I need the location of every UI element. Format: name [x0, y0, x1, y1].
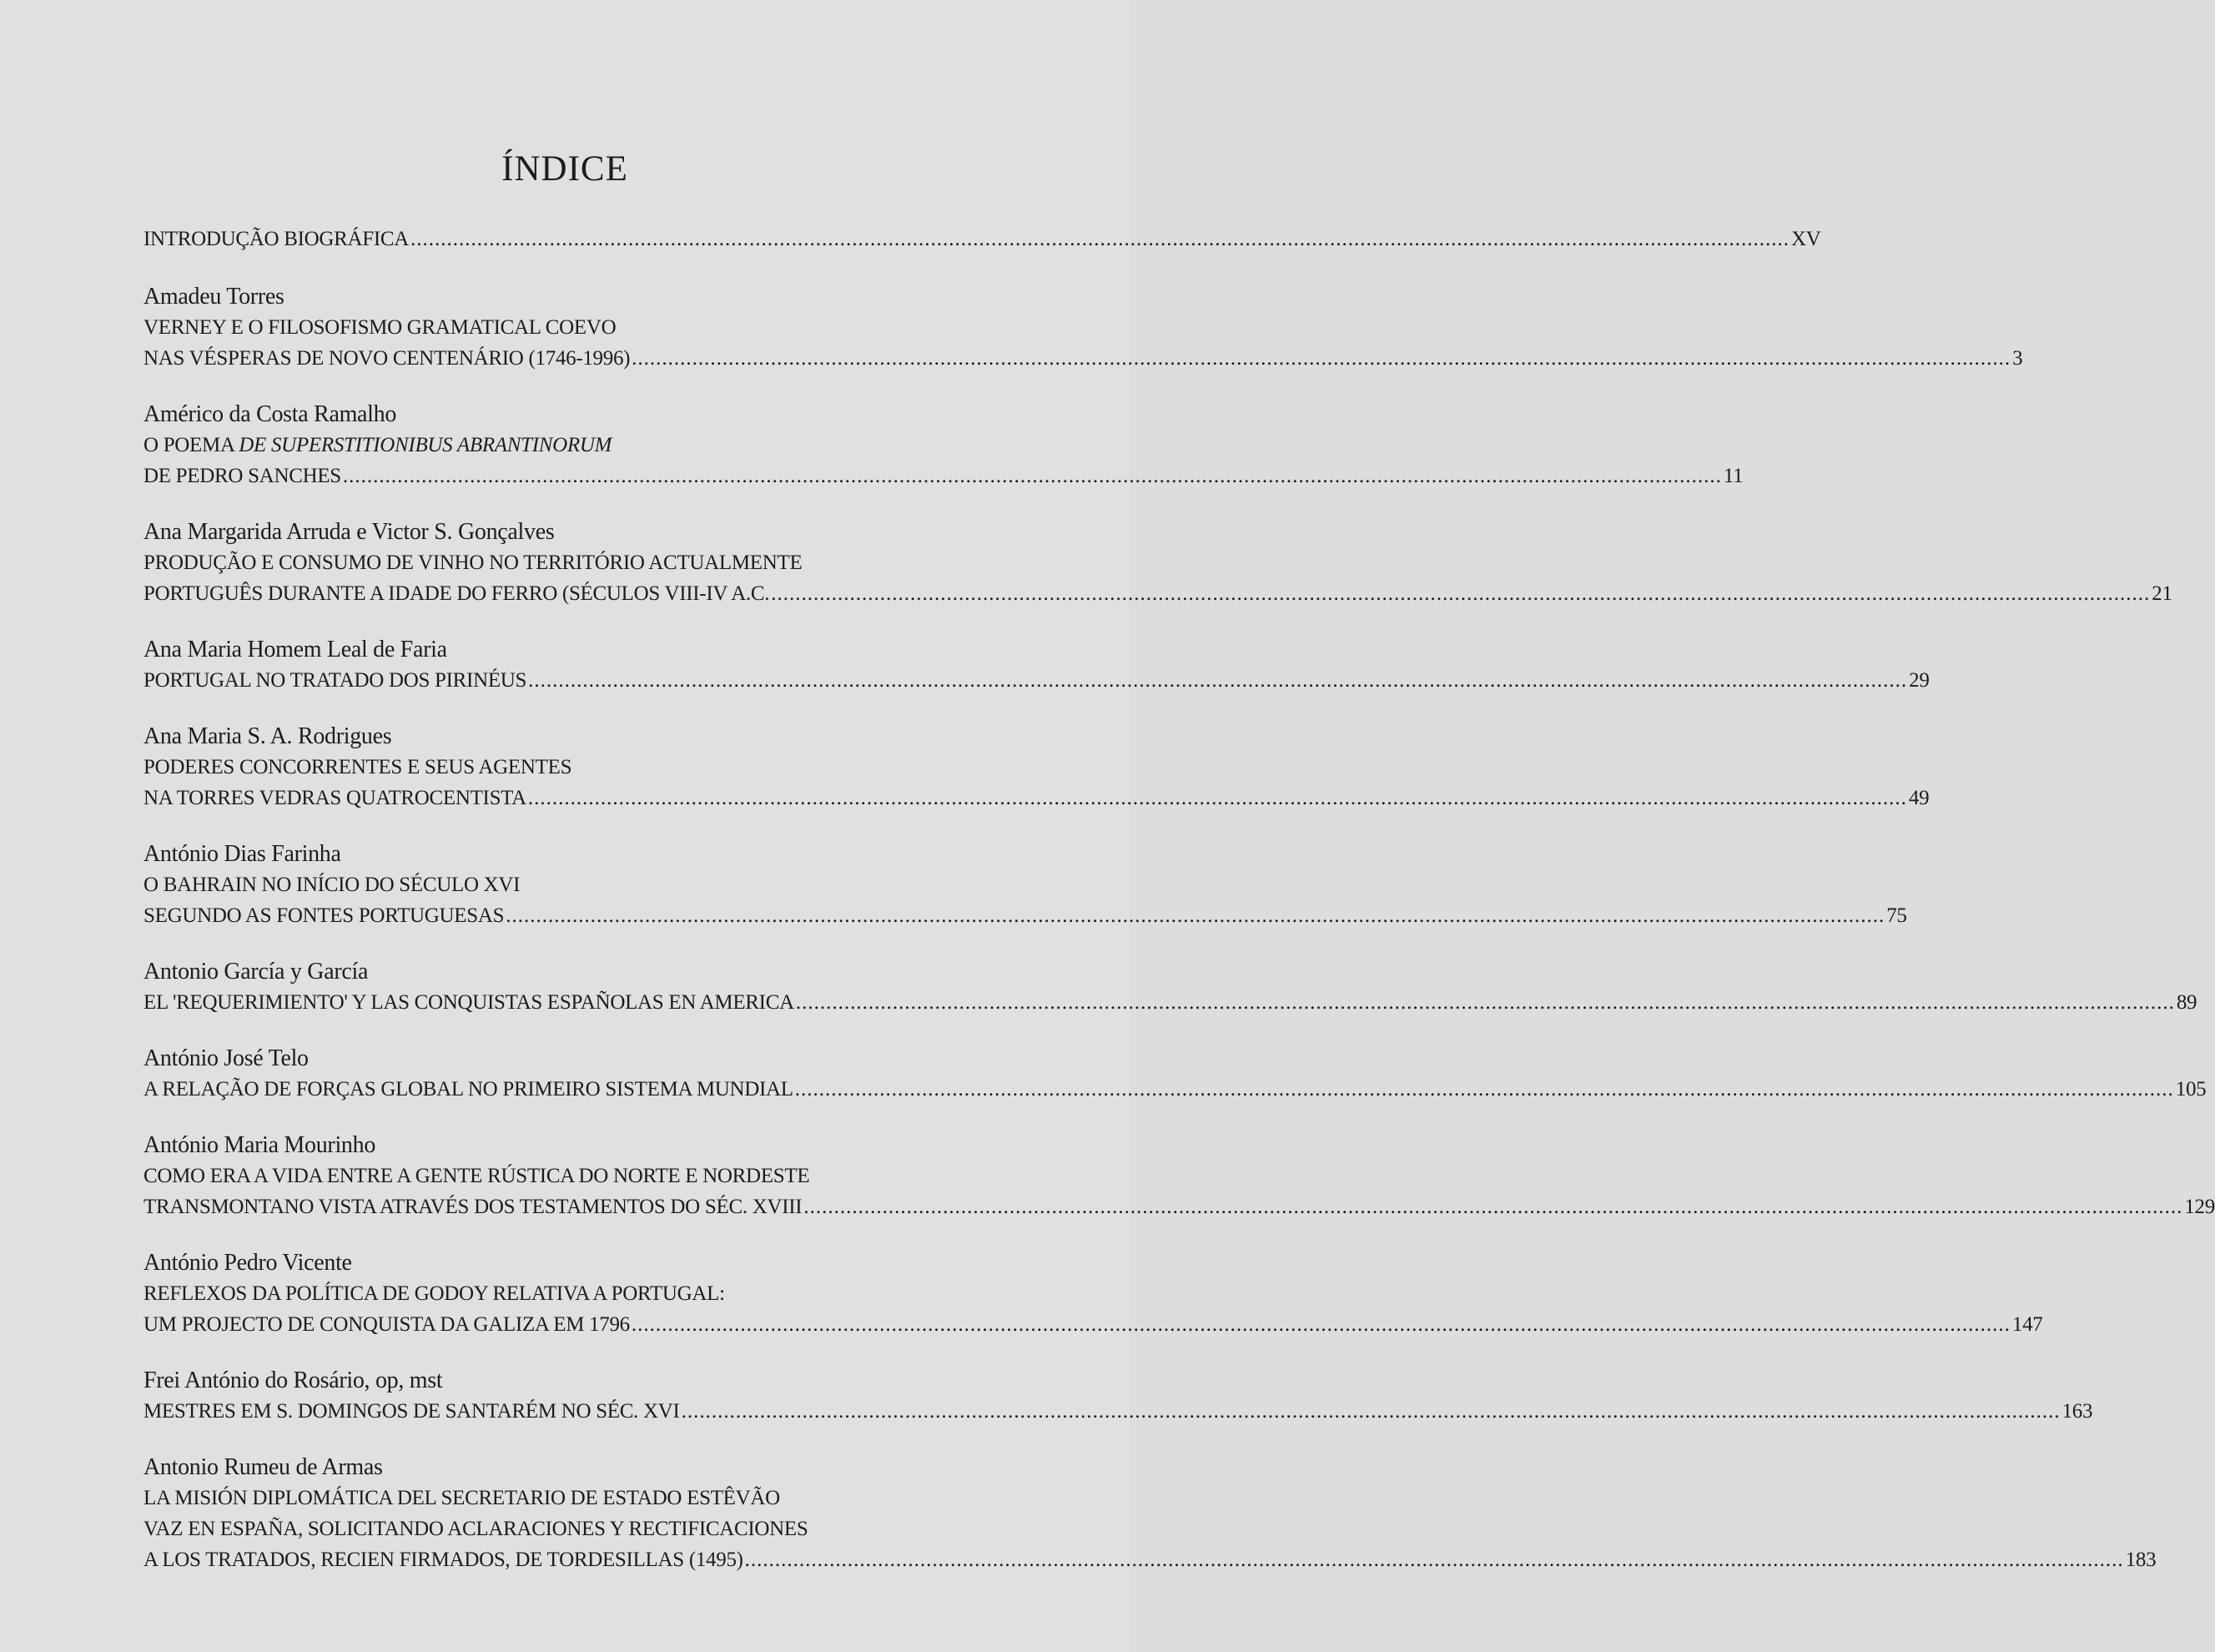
toc-entry-title-line: PRODUÇÃO E CONSUMO DE VINHO NO TERRITÓRIO ACTUALMENTE	[143, 552, 803, 574]
toc-entries	[143, 281, 2215, 1575]
toc-entry	[143, 399, 1744, 491]
toc-entry-title: UM PROJECTO DE CONQUISTA DA GALIZA EM 1796	[143, 1313, 630, 1336]
toc-entry-title: NAS VÉSPERAS DE NOVO CENTENÁRIO (1746-1996)	[143, 347, 631, 370]
toc-entry-title-line: LA MISIÓN DIPLOMÁTICA DEL SECRETARIO DE ESTADO ESTÊVÃO	[143, 1487, 780, 1509]
toc-entry	[143, 721, 1930, 813]
page-number: 147	[2011, 1313, 2043, 1336]
toc-entry-last-line	[143, 1396, 2093, 1427]
page-number: 163	[2061, 1400, 2093, 1423]
page-number: 3	[2012, 347, 2023, 370]
toc-entry-author: Ana Maria S. A. Rodrigues	[143, 723, 392, 749]
page-number: 29	[1909, 669, 1930, 692]
toc-entry-title-line: O BAHRAIN NO INÍCIO DO SÉCULO XVI	[143, 874, 521, 896]
toc-entry-last-line	[143, 578, 2172, 609]
table-of-contents	[143, 224, 2215, 1575]
toc-entry-author: Ana Margarida Arruda e Victor S. Gonçalves	[143, 519, 555, 545]
toc-entry-author: Frei António do Rosário, op, mst	[143, 1367, 443, 1393]
toc-entry-title: TRANSMONTANO VISTA ATRAVÉS DOS TESTAMENTOS DO SÉC. XVIII	[143, 1196, 803, 1218]
toc-entry-title: NA TORRES VEDRAS QUATROCENTISTA	[143, 787, 526, 809]
toc-entry-author: António Dias Farinha	[143, 841, 341, 867]
toc-entry-title-line: COMO ERA A VIDA ENTRE A GENTE RÚSTICA DO NORTE E NORDESTE	[143, 1165, 810, 1187]
toc-entry	[143, 634, 1930, 696]
page-number: 105	[2175, 1078, 2207, 1100]
toc-entry-title: A RELAÇÃO DE FORÇAS GLOBAL NO PRIMEIRO SISTEMA MUNDIAL	[143, 1078, 793, 1100]
page-number: 49	[1908, 787, 1930, 809]
toc-entry-title: MESTRES EM S. DOMINGOS DE SANTARÉM NO SÉC. XVI	[143, 1400, 680, 1423]
toc-entry	[143, 1130, 2215, 1222]
dot-leader	[528, 665, 1907, 696]
toc-entry-author: António Maria Mourinho	[143, 1132, 376, 1158]
page-number: 75	[1886, 904, 1907, 927]
toc-entry	[143, 956, 2197, 1018]
page-number: XV	[1791, 228, 1821, 250]
toc-entry-last-line	[143, 1544, 2157, 1575]
dot-leader	[343, 461, 1722, 491]
toc-entry-last-line	[143, 1191, 2215, 1222]
toc-entry	[143, 516, 2172, 609]
page-title: ÍNDICE	[501, 149, 628, 189]
dot-leader	[528, 783, 1907, 813]
toc-entry-title: A LOS TRATADOS, RECIEN FIRMADOS, DE TORDESILLAS (1495)	[143, 1549, 743, 1571]
toc-entry-last-line	[143, 1074, 2207, 1105]
toc-entry-last-line	[143, 900, 1907, 931]
toc-entry-title-line: VERNEY E O FILOSOFISMO GRAMATICAL COEVO	[143, 316, 617, 339]
toc-entry-title: EL 'REQUERIMIENTO' Y LAS CONQUISTAS ESPAÑOLAS EN AMERICA	[143, 991, 794, 1014]
page-number: 21	[2152, 582, 2172, 605]
toc-entry	[143, 1452, 2157, 1575]
dot-leader	[506, 900, 1885, 931]
toc-entry-author: Amadeu Torres	[143, 284, 284, 310]
title-italic: DE SUPERSTITIONIBUS ABRANTINORUM	[239, 434, 612, 456]
toc-entry-author: Ana Maria Homem Leal de Faria	[143, 637, 447, 662]
toc-entry-title-line: PODERES CONCORRENTES E SEUS AGENTES	[143, 756, 572, 778]
dot-leader	[632, 1309, 2011, 1340]
toc-entry-last-line	[143, 783, 1930, 813]
title-prefix: O POEMA	[143, 434, 239, 456]
toc-entry-last-line	[143, 1309, 2043, 1340]
toc-intro-line	[143, 224, 1821, 254]
page-number: 183	[2125, 1549, 2157, 1571]
toc-entry-author: Américo da Costa Ramalho	[143, 401, 397, 427]
dot-leader	[771, 578, 2150, 609]
dot-leader	[410, 224, 1790, 254]
page-number: 89	[2176, 991, 2197, 1014]
toc-entry-title: DE PEDRO SANCHES	[143, 465, 341, 487]
toc-entry	[143, 839, 1907, 931]
toc-entry-author: Antonio García y García	[143, 959, 369, 985]
toc-entry	[143, 281, 2023, 374]
toc-entry-title: SEGUNDO AS FONTES PORTUGUESAS	[143, 904, 505, 927]
dot-leader	[795, 1074, 2174, 1105]
toc-entry-title: INTRODUÇÃO BIOGRÁFICA	[143, 228, 410, 250]
toc-entry	[143, 1247, 2043, 1340]
toc-entry-author: António Pedro Vicente	[143, 1250, 352, 1276]
toc-entry-title-line	[143, 430, 988, 461]
page-number: 11	[1723, 465, 1744, 487]
page-number: 129	[2184, 1196, 2215, 1218]
toc-entry-author: António José Telo	[143, 1045, 309, 1071]
dot-leader	[632, 343, 2011, 374]
toc-entry-last-line	[143, 461, 1744, 491]
toc-entry-title: PORTUGUÊS DURANTE A IDADE DO FERRO (SÉCULOS VIII-IV A.C.	[143, 582, 770, 605]
toc-entry-last-line	[143, 343, 2023, 374]
dot-leader	[796, 987, 2175, 1018]
dot-leader	[682, 1396, 2061, 1427]
toc-entry-title: PORTUGAL NO TRATADO DOS PIRINÉUS	[143, 669, 527, 692]
toc-entry-title-line: REFLEXOS DA POLÍTICA DE GODOY RELATIVA A PORTUGAL:	[143, 1282, 725, 1305]
toc-entry	[143, 1365, 2093, 1427]
dot-leader	[803, 1191, 2182, 1222]
toc-entry	[143, 1043, 2207, 1105]
toc-entry-author: Antonio Rumeu de Armas	[143, 1454, 383, 1480]
toc-entry-title-line: VAZ EN ESPAÑA, SOLICITANDO ACLARACIONES Y RECTIFICACIONES	[143, 1518, 808, 1540]
dot-leader	[745, 1544, 2124, 1575]
toc-entry-last-line	[143, 987, 2197, 1018]
toc-entry-last-line	[143, 665, 1930, 696]
